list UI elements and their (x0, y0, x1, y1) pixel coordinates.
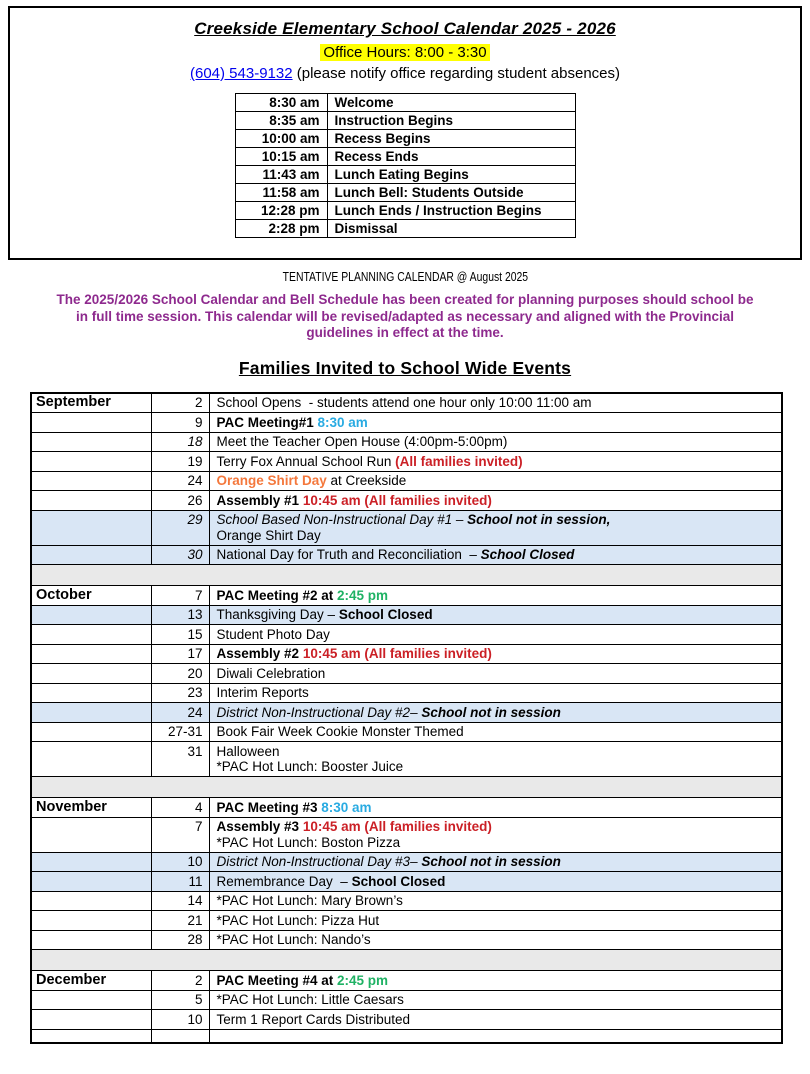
event-text: School not in session (421, 704, 561, 720)
month-cell-empty (31, 510, 151, 545)
month-label: November (31, 798, 151, 818)
bell-event: Welcome (327, 94, 575, 112)
month-spacer-row (31, 777, 782, 798)
event-line (217, 1012, 778, 1028)
event-text: District Non-Instructional Day #2– (216, 704, 422, 720)
month-cell-empty (31, 605, 151, 625)
bell-row (235, 220, 575, 238)
date-cell: 2 (151, 971, 209, 991)
month-cell-empty (31, 742, 151, 777)
bell-time: 11:58 am (235, 184, 327, 202)
event-line (217, 874, 778, 890)
month-label: December (31, 971, 151, 991)
event-cell (209, 471, 782, 491)
event-text: 10:45 am (All families invited) (302, 492, 492, 508)
date-cell: 30 (151, 545, 209, 565)
date-cell: 9 (151, 413, 209, 433)
event-line (217, 528, 778, 544)
month-cell-empty (31, 664, 151, 684)
event-line (217, 547, 778, 563)
month-cell-empty (31, 722, 151, 742)
calendar-row (31, 722, 782, 742)
event-cell (209, 545, 782, 565)
calendar-row (31, 413, 782, 433)
bell-event: Lunch Ends / Instruction Begins (327, 202, 575, 220)
event-line (217, 913, 778, 929)
calendar-body (31, 393, 782, 1044)
date-cell: 28 (151, 930, 209, 950)
event-cell (209, 683, 782, 703)
event-cell (209, 1010, 782, 1030)
bell-event: Lunch Bell: Students Outside (327, 184, 575, 202)
month-label: September (31, 393, 151, 413)
date-cell: 21 (151, 911, 209, 931)
event-text: 10:45 am (All families invited) (302, 646, 492, 661)
calendar-row (31, 891, 782, 911)
date-cell: 27-31 (151, 722, 209, 742)
month-cell-empty (31, 413, 151, 433)
month-cell-empty (31, 1010, 151, 1030)
month-cell-empty (31, 911, 151, 931)
event-text: 8:30 am (317, 414, 368, 430)
event-line (217, 473, 778, 489)
event-line (217, 415, 778, 431)
bell-row (235, 94, 575, 112)
date-cell: 4 (151, 798, 209, 818)
date-cell: 10 (151, 852, 209, 872)
event-text: Interim Reports (216, 685, 309, 700)
calendar-row (31, 742, 782, 777)
event-line (217, 705, 778, 721)
event-cell (209, 644, 782, 664)
event-text: 2:45 pm (337, 972, 389, 988)
event-line (217, 800, 778, 816)
event-cell (209, 491, 782, 511)
header-box (8, 6, 802, 260)
event-text: PAC Meeting#1 (216, 414, 318, 430)
event-cell (209, 605, 782, 625)
phone-note: (please notify office regarding student absences) (292, 65, 620, 82)
event-text: Thanksgiving Day – (216, 607, 339, 622)
event-line (217, 646, 778, 662)
bell-time: 10:00 am (235, 130, 327, 148)
bell-time: 12:28 pm (235, 202, 327, 220)
bell-time: 10:15 am (235, 148, 327, 166)
month-cell-empty (31, 432, 151, 452)
event-text: School Closed (480, 547, 575, 562)
event-line (217, 493, 778, 509)
bell-row (235, 112, 575, 130)
event-text: *PAC Hot Lunch: Pizza Hut (216, 912, 380, 928)
event-line (217, 512, 778, 528)
bell-time: 11:43 am (235, 166, 327, 184)
event-text: School Opens - students attend one hour only 10:00 11:00 am (216, 395, 592, 410)
month-cell-empty (31, 683, 151, 703)
event-text: PAC Meeting #3 (216, 799, 322, 815)
date-cell: 19 (151, 452, 209, 472)
event-cell (209, 393, 782, 413)
disclaimer-text: The 2025/2026 School Calendar and Bell Schedule has been created for planning purposes should school be in full time session. This calendar will be revised/adapted as necessary and aligned with the Provincial guidelines in effect at the time. (56, 292, 754, 340)
date-cell: 24 (151, 471, 209, 491)
date-cell: 7 (151, 586, 209, 606)
date-cell: 2 (151, 393, 209, 413)
events-calendar-table (30, 392, 783, 1045)
phone-line (10, 65, 800, 82)
month-spacer-cell (31, 777, 782, 798)
event-text: 8:30 am (321, 799, 372, 815)
event-line (217, 932, 778, 948)
calendar-row (31, 817, 782, 852)
calendar-row (31, 452, 782, 472)
calendar-row (31, 683, 782, 703)
bell-schedule-body (235, 94, 575, 238)
event-text: Terry Fox Annual School Run (216, 453, 396, 469)
event-text: Orange Shirt Day (216, 527, 321, 543)
event-cell (209, 452, 782, 472)
event-cell (209, 625, 782, 645)
month-label: October (31, 586, 151, 606)
date-cell: 17 (151, 644, 209, 664)
partial-row (31, 1029, 782, 1043)
month-cell-empty (31, 491, 151, 511)
calendar-row (31, 510, 782, 545)
date-cell: 23 (151, 683, 209, 703)
event-text: at Creekside (326, 473, 407, 488)
event-text: Assembly #3 (216, 819, 303, 834)
date-cell: 29 (151, 510, 209, 545)
event-text: Halloween (216, 743, 280, 759)
calendar-row (31, 703, 782, 723)
event-text: Remembrance Day – (216, 873, 352, 889)
event-line (217, 759, 778, 775)
partial-cell (209, 1029, 782, 1043)
event-cell (209, 432, 782, 452)
event-text: Orange Shirt Day (216, 473, 327, 488)
calendar-row (31, 545, 782, 565)
month-cell-empty (31, 872, 151, 892)
event-cell (209, 990, 782, 1010)
event-line (217, 819, 778, 835)
event-line (217, 724, 778, 740)
event-cell (209, 742, 782, 777)
event-cell (209, 971, 782, 991)
calendar-row (31, 1010, 782, 1030)
month-spacer-row (31, 565, 782, 586)
event-cell (209, 703, 782, 723)
event-text: Student Photo Day (216, 626, 330, 642)
event-text: Term 1 Report Cards Distributed (216, 1011, 411, 1027)
bell-time: 2:28 pm (235, 220, 327, 238)
bell-time: 8:35 am (235, 112, 327, 130)
event-cell (209, 586, 782, 606)
event-cell (209, 891, 782, 911)
event-text: District Non-Instructional Day #3– (216, 854, 422, 869)
phone-link[interactable]: (604) 543-9132 (190, 65, 293, 82)
month-cell-empty (31, 817, 151, 852)
date-cell: 15 (151, 625, 209, 645)
calendar-row (31, 432, 782, 452)
bell-row (235, 184, 575, 202)
date-cell: 24 (151, 703, 209, 723)
event-line (217, 992, 778, 1008)
month-cell-empty (31, 990, 151, 1010)
bell-row (235, 166, 575, 184)
month-cell-empty (31, 703, 151, 723)
bell-time: 8:30 am (235, 94, 327, 112)
calendar-row (31, 586, 782, 606)
event-text: PAC Meeting #4 at (216, 972, 338, 988)
date-cell: 31 (151, 742, 209, 777)
calendar-row (31, 852, 782, 872)
calendar-row (31, 644, 782, 664)
event-text: Assembly #1 (216, 492, 303, 508)
date-cell: 18 (151, 432, 209, 452)
calendar-row (31, 625, 782, 645)
event-line (217, 454, 778, 470)
month-cell-empty (31, 625, 151, 645)
event-line (217, 835, 778, 851)
calendar-row (31, 471, 782, 491)
month-cell-empty (31, 545, 151, 565)
bell-row (235, 130, 575, 148)
event-line (217, 854, 778, 870)
event-text: *PAC Hot Lunch: Nando’s (216, 932, 371, 947)
calendar-row (31, 930, 782, 950)
event-text: Diwali Celebration (216, 665, 326, 681)
date-cell: 5 (151, 990, 209, 1010)
month-cell-empty (31, 471, 151, 491)
date-cell: 10 (151, 1010, 209, 1030)
event-cell (209, 510, 782, 545)
event-text: National Day for Truth and Reconciliation – (216, 547, 481, 562)
month-spacer-cell (31, 565, 782, 586)
page-title: Creekside Elementary School Calendar 2025 - 2026 (194, 19, 616, 38)
partial-cell (31, 1029, 151, 1043)
event-text: School Based Non-Instructional Day #1 – (216, 512, 468, 527)
bell-row (235, 202, 575, 220)
event-text: *PAC Hot Lunch: Booster Juice (216, 759, 404, 774)
calendar-row (31, 491, 782, 511)
month-spacer-row (31, 950, 782, 971)
event-text: Meet the Teacher Open House (4:00pm-5:00pm) (216, 434, 508, 449)
partial-cell (151, 1029, 209, 1043)
event-cell (209, 930, 782, 950)
calendar-row (31, 872, 782, 892)
event-line (217, 973, 778, 989)
event-line (217, 627, 778, 643)
event-text: PAC Meeting #2 at (216, 587, 338, 603)
calendar-row (31, 990, 782, 1010)
event-cell (209, 722, 782, 742)
event-text: Book Fair Week Cookie Monster Themed (216, 724, 464, 739)
event-text: School not in session (421, 854, 561, 869)
event-line (217, 744, 778, 760)
calendar-row (31, 393, 782, 413)
calendar-row (31, 911, 782, 931)
bell-event: Lunch Eating Begins (327, 166, 575, 184)
calendar-row (31, 971, 782, 991)
event-cell (209, 872, 782, 892)
event-text: Assembly #2 (216, 646, 303, 661)
event-cell (209, 413, 782, 433)
month-cell-empty (31, 891, 151, 911)
event-cell (209, 817, 782, 852)
event-text: *PAC Hot Lunch: Mary Brown’s (216, 893, 403, 908)
date-cell: 26 (151, 491, 209, 511)
bell-row (235, 148, 575, 166)
month-spacer-cell (31, 950, 782, 971)
bell-schedule-table (235, 93, 576, 238)
date-cell: 20 (151, 664, 209, 684)
event-line (217, 607, 778, 623)
event-line (217, 434, 778, 450)
event-line (217, 685, 778, 701)
event-cell (209, 798, 782, 818)
calendar-row (31, 664, 782, 684)
event-text: 2:45 pm (337, 587, 389, 603)
calendar-row (31, 605, 782, 625)
event-text: School Closed (338, 607, 433, 622)
event-text: School Closed (351, 873, 446, 889)
event-line (217, 893, 778, 909)
date-cell: 11 (151, 872, 209, 892)
event-text: *PAC Hot Lunch: Boston Pizza (216, 834, 401, 850)
planning-note: TENTATIVE PLANNING CALENDAR @ August 2025 (282, 269, 528, 284)
events-heading: Families Invited to School Wide Events (238, 357, 572, 378)
date-cell: 7 (151, 817, 209, 852)
month-cell-empty (31, 930, 151, 950)
date-cell: 13 (151, 605, 209, 625)
event-text: 10:45 am (All families invited) (302, 819, 492, 834)
date-cell: 14 (151, 891, 209, 911)
bell-event: Dismissal (327, 220, 575, 238)
bell-event: Recess Ends (327, 148, 575, 166)
event-cell (209, 664, 782, 684)
event-line (217, 395, 778, 411)
office-hours-highlight: Office Hours: 8:00 - 3:30 (320, 44, 489, 61)
office-hours-line (10, 44, 800, 61)
calendar-row (31, 798, 782, 818)
event-text: *PAC Hot Lunch: Little Caesars (216, 992, 404, 1007)
event-line (217, 588, 778, 604)
event-text: School not in session, (467, 512, 611, 527)
bell-event: Recess Begins (327, 130, 575, 148)
event-cell (209, 852, 782, 872)
month-cell-empty (31, 644, 151, 664)
month-cell-empty (31, 852, 151, 872)
month-cell-empty (31, 452, 151, 472)
event-cell (209, 911, 782, 931)
event-line (217, 666, 778, 682)
event-text: (All families invited) (395, 453, 523, 469)
bell-event: Instruction Begins (327, 112, 575, 130)
